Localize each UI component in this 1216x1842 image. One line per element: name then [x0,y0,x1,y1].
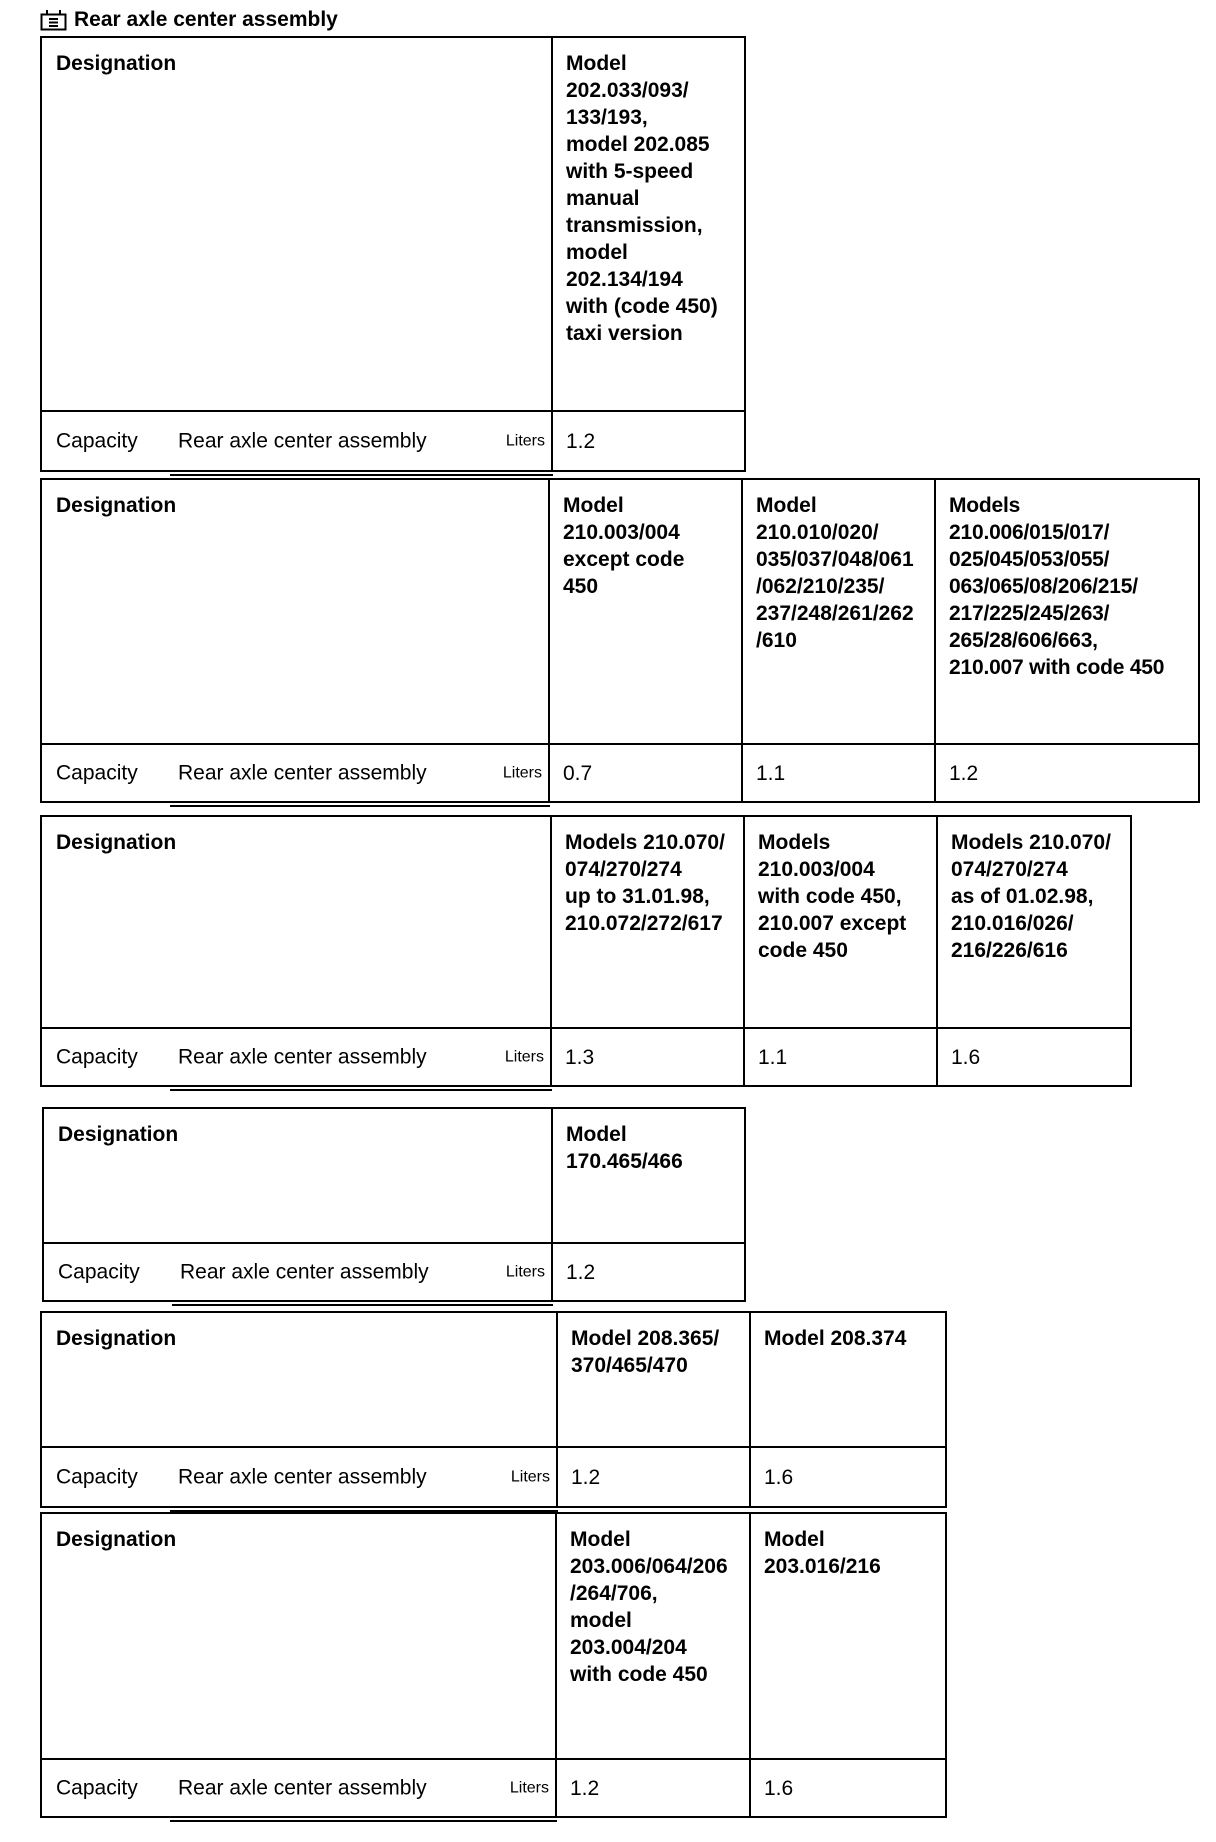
capacity-cell [41,411,552,471]
model-cell [744,816,937,1028]
model-text: Model 170.465/466 [566,1123,683,1173]
capacity-value: 1.6 [750,1759,946,1817]
model-cell [742,479,935,744]
capacity-label: Capacity [56,761,138,785]
unit-label: Liters [504,1048,544,1066]
model-cell [750,1312,946,1447]
model-text: Models 210.070/ 074/270/274 up to 31.01.98, 210.072/272/617 [565,831,725,935]
model-text: Model 208.365/ 370/465/470 [571,1327,720,1377]
model-text: Models 210.003/004 with code 450, 210.007 except code 450 [758,831,907,962]
underline [170,1089,552,1091]
capacity-value: 1.2 [552,411,745,471]
designation-label: Designation [41,1312,557,1447]
model-text: Model 210.003/004 except code 450 [563,494,685,598]
capacity-label: Capacity [58,1260,140,1284]
capacity-item: Rear axle center assembly [178,1776,427,1800]
unit-label: Liters [505,432,545,450]
capacity-value: 1.2 [557,1447,750,1507]
model-cell [935,479,1199,744]
capacity-value: 1.6 [937,1028,1131,1086]
capacity-item: Rear axle center assembly [178,1045,427,1069]
capacity-cell [41,1759,556,1817]
underline [170,474,553,476]
model-cell [556,1513,750,1759]
capacity-table [40,1512,947,1818]
capacity-cell [43,1243,552,1301]
capacity-item: Rear axle center assembly [178,429,427,453]
designation-label: Designation [41,37,552,411]
model-cell [750,1513,946,1759]
capacity-item: Rear axle center assembly [178,1465,427,1489]
capacity-table [40,36,746,472]
model-cell [557,1312,750,1447]
capacity-label: Capacity [56,1465,138,1489]
capacity-value: 1.3 [551,1028,744,1086]
capacity-value: 1.6 [750,1447,946,1507]
capacity-cell [41,1028,551,1086]
capacity-label: Capacity [56,1045,138,1069]
model-text: Model 203.006/064/206 /264/706, model 203.004/204 with code 450 [570,1528,728,1686]
capacity-value: 1.1 [742,744,935,802]
capacity-value: 1.2 [556,1759,750,1817]
capacity-value: 1.1 [744,1028,937,1086]
designation-label: Designation [41,816,551,1028]
oil-can-icon [40,9,67,31]
model-text: Model 208.374 [764,1327,907,1350]
capacity-value: 1.2 [552,1243,745,1301]
unit-label: Liters [509,1779,549,1797]
section-title: Rear axle center assembly [74,8,338,31]
model-cell [549,479,742,744]
designation-label: Designation [41,1513,556,1759]
capacity-label: Capacity [56,429,138,453]
capacity-item: Rear axle center assembly [180,1260,429,1284]
section-header [40,8,338,32]
model-text: Model 203.016/216 [764,1528,881,1578]
capacity-table [42,1107,746,1302]
unit-label: Liters [502,764,542,782]
model-text: Models 210.070/ 074/270/274 as of 01.02.98, 210.016/026/ 216/226/616 [951,831,1111,962]
capacity-cell [41,744,549,802]
designation-label: Designation [41,479,549,744]
capacity-value: 1.2 [935,744,1199,802]
capacity-table [40,1311,947,1508]
model-cell [552,37,745,411]
capacity-table [40,478,1200,803]
underline [170,1820,557,1822]
unit-label: Liters [505,1263,545,1281]
capacity-label: Capacity [56,1776,138,1800]
capacity-cell [41,1447,557,1507]
model-text: Models 210.006/015/017/ 025/045/053/055/ 063/065/08/206/215/ 217/225/245/263/ 265/28/606/663, 210.007 with code 450 [949,494,1165,679]
unit-label: Liters [510,1468,550,1486]
underline [172,1304,553,1306]
model-text: Model 202.033/093/ 133/193, model 202.085 with 5-speed manual transmission, model 202.134/194 with (code 450) taxi version [566,52,718,345]
capacity-table [40,815,1132,1087]
underline [170,805,550,807]
capacity-item: Rear axle center assembly [178,761,427,785]
model-cell [552,1108,745,1243]
model-cell [937,816,1131,1028]
designation-label: Designation [43,1108,552,1243]
capacity-value: 0.7 [549,744,742,802]
model-cell [551,816,744,1028]
model-text: Model 210.010/020/ 035/037/048/061 /062/210/235/ 237/248/261/262 /610 [756,494,914,652]
